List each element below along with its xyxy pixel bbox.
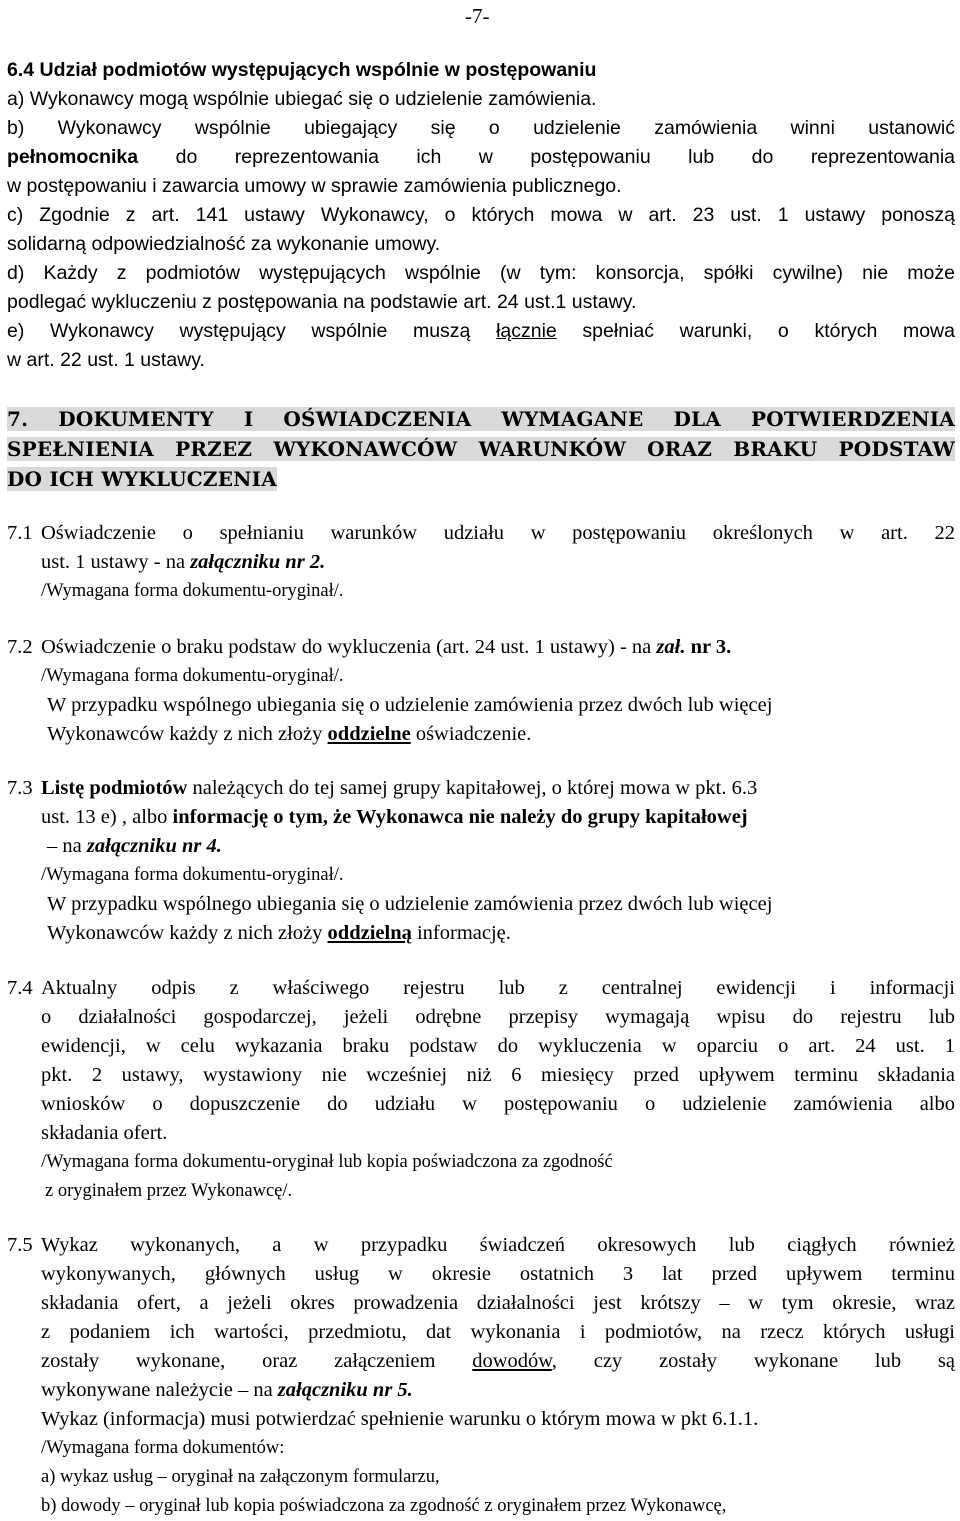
form-note: z oryginałem przez Wykonawcę/. — [45, 1181, 293, 1201]
list-item-b: b) dowody – oryginał lub kopia poświadczona za zgodność z oryginałem przez Wykonawcę, — [41, 1496, 727, 1516]
point-c-line2: solidarną odpowiedzialność za wykonanie umowy. — [7, 233, 441, 255]
section-6-4 — [7, 56, 955, 375]
section-7-heading — [7, 404, 955, 494]
form-note: /Wymagana forma dokumentu-oryginał/. — [41, 581, 344, 601]
section-6-4-title: 6.4 Udział podmiotów występujących wspólnie w postępowaniu — [7, 59, 597, 81]
point-d-line2: podlegać wykluczeniu z postępowania na podstawie art. 24 ust.1 ustawy. — [7, 291, 637, 313]
point-e-line2: w art. 22 ust. 1 ustawy. — [7, 349, 205, 371]
point-c-line1: c) Zgodnie z art. 141 ustawy Wykonawcy, o których mowa w art. 23 ust. 1 ustawy ponoszą — [7, 204, 955, 226]
list-item-a: a) wykaz usług – oryginał na załączonym formularzu, — [41, 1467, 440, 1487]
bold-text: pełnomocnika — [7, 146, 139, 168]
item-7-5: 7.5 Wykaz wykonanych, a w przypadku świadczeń okresowych lub ciągłych również wykonywanych, głównych usług w okresie ostatnich 3 lat przed upływem terminu składania ofert, a jeżeli okres prowadzenia działalności jest krótszy – w tym okresie, wraz z podaniem ich wartości, przedmiotu, dat wykonania i podmiotów, na rzecz których usługi zostały wykonane, oraz załączeniem dowodów, czy zostały wykonane lub są wykonywane należycie – na załączniku nr 5. Wykaz (informacja) musi potwierdzać spełnienie warunku o którym mowa w pkt 6.1.1. /Wymagana forma dokumentów: a) wykaz usług – oryginał na załączonym formularzu, b) dowody – oryginał lub kopia poświadczona za zgodność z oryginałem przez Wykonawcę, — [7, 1231, 955, 1521]
point-a: a) Wykonawcy mogą wspólnie ubiegać się o udzielenie zamówienia. — [7, 88, 597, 110]
form-note: /Wymagana forma dokumentu-oryginał/. — [41, 865, 344, 885]
point-d-line1: d) Każdy z podmiotów występujących wspólnie (w tym: konsorcja, spółki cywilne) nie może — [7, 262, 955, 284]
item-7-4: 7.4 Aktualny odpis z właściwego rejestru lub z centralnej ewidencji i informacji o działalności gospodarczej, jeżeli odrębne przepisy wymagają wpisu do rejestru lub ewidencji, w celu wykazania braku podstaw do wykluczenia w oparciu o art. 24 ust. 1 pkt. 2 ustawy, wystawiony nie wcześniej niż 6 miesięcy przed upływem terminu składania wniosków o dopuszczenie do udziału w postępowaniu o udzielenie zamówienia albo składania ofert. /Wymagana forma dokumentu-oryginał lub kopia poświadczona za zgodność z oryginałem przez Wykonawcę/. — [7, 974, 955, 1206]
item-number: 7.3 — [7, 777, 33, 799]
item-number: 7.5 — [7, 1234, 33, 1256]
item-number: 7.4 — [7, 977, 33, 999]
form-note: /Wymagana forma dokumentu-oryginał lub kopia poświadczona za zgodność — [41, 1152, 613, 1172]
point-b-line2: pełnomocnika do reprezentowania ich w postępowaniu lub do reprezentowania — [7, 146, 955, 168]
heading-line1: 7. DOKUMENTY I OŚWIADCZENIA WYMAGANE DLA POTWIERDZENIA — [7, 407, 955, 431]
item-number: 7.1 — [7, 522, 33, 544]
page-number: -7- — [465, 4, 490, 28]
heading-line3: DO ICH WYKLUCZENIA — [7, 467, 277, 491]
item-number: 7.2 — [7, 636, 33, 658]
point-b-line1: b) Wykonawcy wspólnie ubiegający się o udzielenie zamówienia winni ustanowić — [7, 117, 955, 139]
form-note: /Wymagana forma dokumentów: — [41, 1438, 285, 1458]
point-b-line3: w postępowaniu i zawarcia umowy w sprawie zamówienia publicznego. — [7, 175, 622, 197]
point-e-line1: e) Wykonawcy występujący wspólnie muszą łącznie spełniać warunki, o których mowa — [7, 320, 955, 342]
heading-line2: SPEŁNIENIA PRZEZ WYKONAWCÓW WARUNKÓW ORAZ BRAKU PODSTAW — [7, 437, 955, 461]
form-note: /Wymagana forma dokumentu-oryginał/. — [41, 666, 344, 686]
item-7-1: 7.1 Oświadczenie o spełnianiu warunków udziału w postępowaniu określonych w art. 22 ust. 1 ustawy - na załączniku nr 2. /Wymagana forma dokumentu-oryginał/. — [7, 519, 955, 606]
item-7-3: 7.3 Listę podmiotów należących do tej samej grupy kapitałowej, o której mowa w pkt. 6.3 ust. 13 e) , albo informację o tym, że Wykonawca nie należy do grupy kapitałowej – na załączniku nr 4. /Wymagana forma dokumentu-oryginał/. W przypadku wspólnego ubiegania się o udzielenie zamówienia przez dwóch lub więcej Wykonawców każdy z nich złoży oddzielną informację. — [7, 774, 955, 948]
item-7-2: 7.2 Oświadczenie o braku podstaw do wykluczenia (art. 24 ust. 1 ustawy) - na zał. nr 3. /Wymagana forma dokumentu-oryginał/. W przypadku wspólnego ubiegania się o udzielenie zamówienia przez dwóch lub więcej Wykonawców każdy z nich złoży oddzielne oświadczenie. — [7, 633, 955, 749]
